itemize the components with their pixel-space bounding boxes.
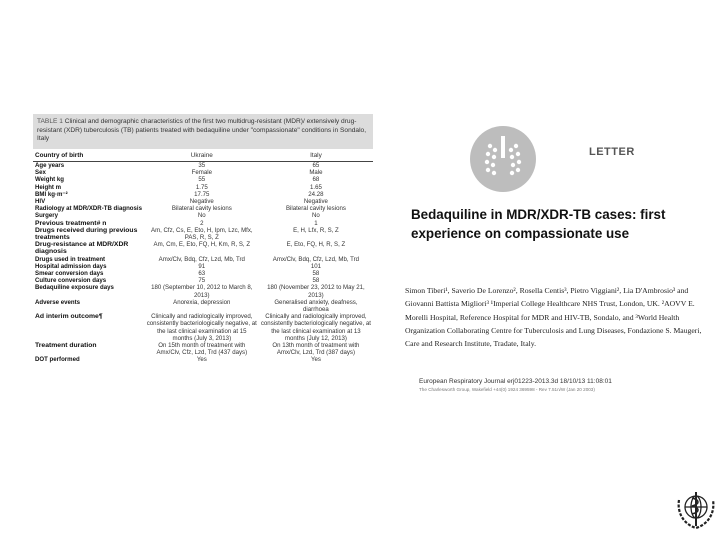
table-row xyxy=(33,212,373,219)
table-row xyxy=(33,342,373,356)
table-row xyxy=(33,263,373,270)
patient-2-value: 58 xyxy=(312,270,320,278)
patient-2-value: 24.28 xyxy=(308,190,324,198)
row-label: Ad interim outcome¶ xyxy=(35,313,103,321)
patient-2-value: Generalised anxiety, deafness, diarrhoea xyxy=(274,298,358,314)
table-row xyxy=(33,241,373,255)
patient-1-value: Anorexia, depression xyxy=(173,298,231,306)
patient-2-value: 1 xyxy=(314,219,318,227)
patient-1-value: Clinically and radiologically improved, consistently bacteriologically negative, at the last clinical examination at 15 months (July 3, 2013) xyxy=(146,313,257,342)
table-row xyxy=(33,284,373,298)
table-row xyxy=(33,270,373,277)
row-label: BMI kg·m⁻² xyxy=(35,190,68,198)
patient-1-value: No xyxy=(197,212,206,220)
table-row xyxy=(33,161,373,169)
row-label: Surgery xyxy=(35,212,59,220)
row-label: Radiology at MDR/XDR-TB diagnosis xyxy=(35,205,142,213)
patient-2-value: 180 (November 23, 2012 to May 21, 2013) xyxy=(267,284,365,299)
patient-2-value: Yes xyxy=(310,356,321,364)
patient-1-value: Female xyxy=(191,169,212,177)
patient-2-value: 68 xyxy=(312,176,320,184)
section-label: LETTER xyxy=(589,146,635,158)
row-label: Sex xyxy=(35,169,46,177)
row-label: Drug-resistance at MDR/XDR diagnosis xyxy=(35,241,129,256)
patient-2-value: Negative xyxy=(303,198,328,205)
patient-2-value: 58 xyxy=(312,277,320,285)
table-row xyxy=(33,256,373,263)
row-label: Bedaquiline exposure days xyxy=(35,284,114,292)
patient-2-value: 1.65 xyxy=(309,183,322,191)
header-label: Country of birth xyxy=(33,149,145,162)
table-row xyxy=(33,277,373,284)
table-row xyxy=(33,198,373,205)
patient-2-value: Clinically and radiologically improved, consistently bacteriologically negative, at the last clinical examination at 13 months (July 12, 2013) xyxy=(260,313,371,342)
header-patient-2: Italy xyxy=(259,149,373,162)
table-panel xyxy=(33,114,373,540)
patient-1-value: 2 xyxy=(200,219,204,227)
patient-2-value: 101 xyxy=(310,262,322,270)
article-title: Bedaquiline in MDR/XDR-TB cases: first experience on compassionate use xyxy=(411,207,666,241)
table-row xyxy=(33,169,373,176)
patient-2-value: 65 xyxy=(312,161,320,169)
patient-2-value: E, Eto, FQ, H, R, S, Z xyxy=(286,241,346,249)
table-row xyxy=(33,184,373,191)
row-label: Age years xyxy=(35,161,65,169)
patient-1-value: Am, Cm, E, Eto, FQ, H, Km, R, S, Z xyxy=(153,241,251,249)
table-row xyxy=(33,356,373,363)
table-row xyxy=(33,176,373,183)
table-header-row xyxy=(33,149,373,162)
who-emblem-icon xyxy=(673,486,719,532)
publisher-line: The Charlesworth Group, Wakefield +44(0) 1924 369598 - Rev 7.51n/W (Jan 20 2003) xyxy=(419,387,595,392)
row-label: DOT performed xyxy=(35,356,80,364)
patient-1-value: 75 xyxy=(198,277,206,285)
characteristics-table xyxy=(33,149,373,364)
row-label: Drugs used in treatment xyxy=(35,255,106,263)
patient-2-value: On 13th month of treatment with Amx/Clv, Lzd, Trd (387 days) xyxy=(272,342,360,357)
row-label: Drugs received during previous treatments xyxy=(35,226,138,242)
row-label: Height m xyxy=(35,183,62,191)
patient-1-value: 180 (September 10, 2012 to March 8, 2013) xyxy=(151,284,253,299)
table-number: TABLE 1 xyxy=(37,118,63,125)
patient-1-value: 1.75 xyxy=(195,183,208,191)
patient-1-value: Bilateral cavity lesions xyxy=(171,205,232,213)
row-label: HIV xyxy=(35,198,46,205)
journal-line: European Respiratory Journal erj01223-2013.3d 18/10/13 11:08:01 xyxy=(419,378,612,385)
journal-footer xyxy=(419,378,709,392)
row-label: Hospital admission days xyxy=(35,262,107,270)
row-label: Previous treatment# n xyxy=(35,219,107,227)
patient-2-value: Amx/Clv, Bdq, Cfz, Lzd, Mb, Trd xyxy=(272,255,360,263)
table-row xyxy=(33,313,373,342)
table-row xyxy=(33,227,373,241)
authors-affiliations: Simon Tiberi¹, Saverio De Lorenzo², Rosella Centis³, Pietro Viggiani², Lia D'Ambrosio³ and Giovanni Battista Migliori³ ¹Imperial College Healthcare NHS Trust, London, UK. ²AOVV E. Morelli Hospital, Reference Hospital for MDR and HIV-TB, Sondalo, and ³World Health Organization Collaborating Centre for Tuberculosis and Lung Diseases, Fondazione S. Maugeri, Care and Research Institute, Tradate, Italy. xyxy=(405,286,702,349)
patient-1-value: Am, Cfz, Cs, E, Eto, H, Ipm, Lzc, Mfx, PAS, R, S, Z xyxy=(151,226,253,242)
row-label: Treatment duration xyxy=(35,342,97,350)
journal-logo-icon xyxy=(468,124,538,194)
patient-2-value: Male xyxy=(309,169,323,177)
patient-1-value: Negative xyxy=(189,198,214,205)
patient-1-value: 55 xyxy=(198,176,206,184)
patient-1-value: 91 xyxy=(198,262,206,270)
header-patient-1: Ukraine xyxy=(145,149,259,162)
patient-1-value: 35 xyxy=(198,161,206,169)
patient-1-value: Amx/Clv, Bdq, Cfz, Lzd, Mb, Trd xyxy=(158,255,245,263)
table-row xyxy=(33,299,373,313)
row-label: Culture conversion days xyxy=(35,277,107,285)
table-row xyxy=(33,205,373,212)
table-row xyxy=(33,191,373,198)
row-label: Adverse events xyxy=(35,298,81,306)
table-caption xyxy=(33,114,373,149)
patient-1-value: On 15th month of treatment with Amx/Clv, Cfz, Lzd, Trd (437 days) xyxy=(156,342,248,357)
caption-text: Clinical and demographic characteristics of the first two multidrug-resistant (MDR)/ extensively drug-resistant (XDR) tuberculosis (TB) patients treated with bedaquiline under "compassionate" conditions in Sondalo, Italy xyxy=(37,118,367,143)
patient-1-value: 63 xyxy=(198,270,206,278)
patient-2-value: No xyxy=(312,212,320,220)
table-row xyxy=(33,220,373,227)
patient-1-value: 17.75 xyxy=(194,190,210,198)
patient-2-value: E, H, Lfx, R, S, Z xyxy=(293,226,339,234)
patient-1-value: Yes xyxy=(196,356,207,364)
patient-2-value: Bilateral cavity lesions xyxy=(285,205,346,213)
row-label: Smear conversion days xyxy=(35,270,104,278)
row-label: Weight kg xyxy=(35,176,65,184)
